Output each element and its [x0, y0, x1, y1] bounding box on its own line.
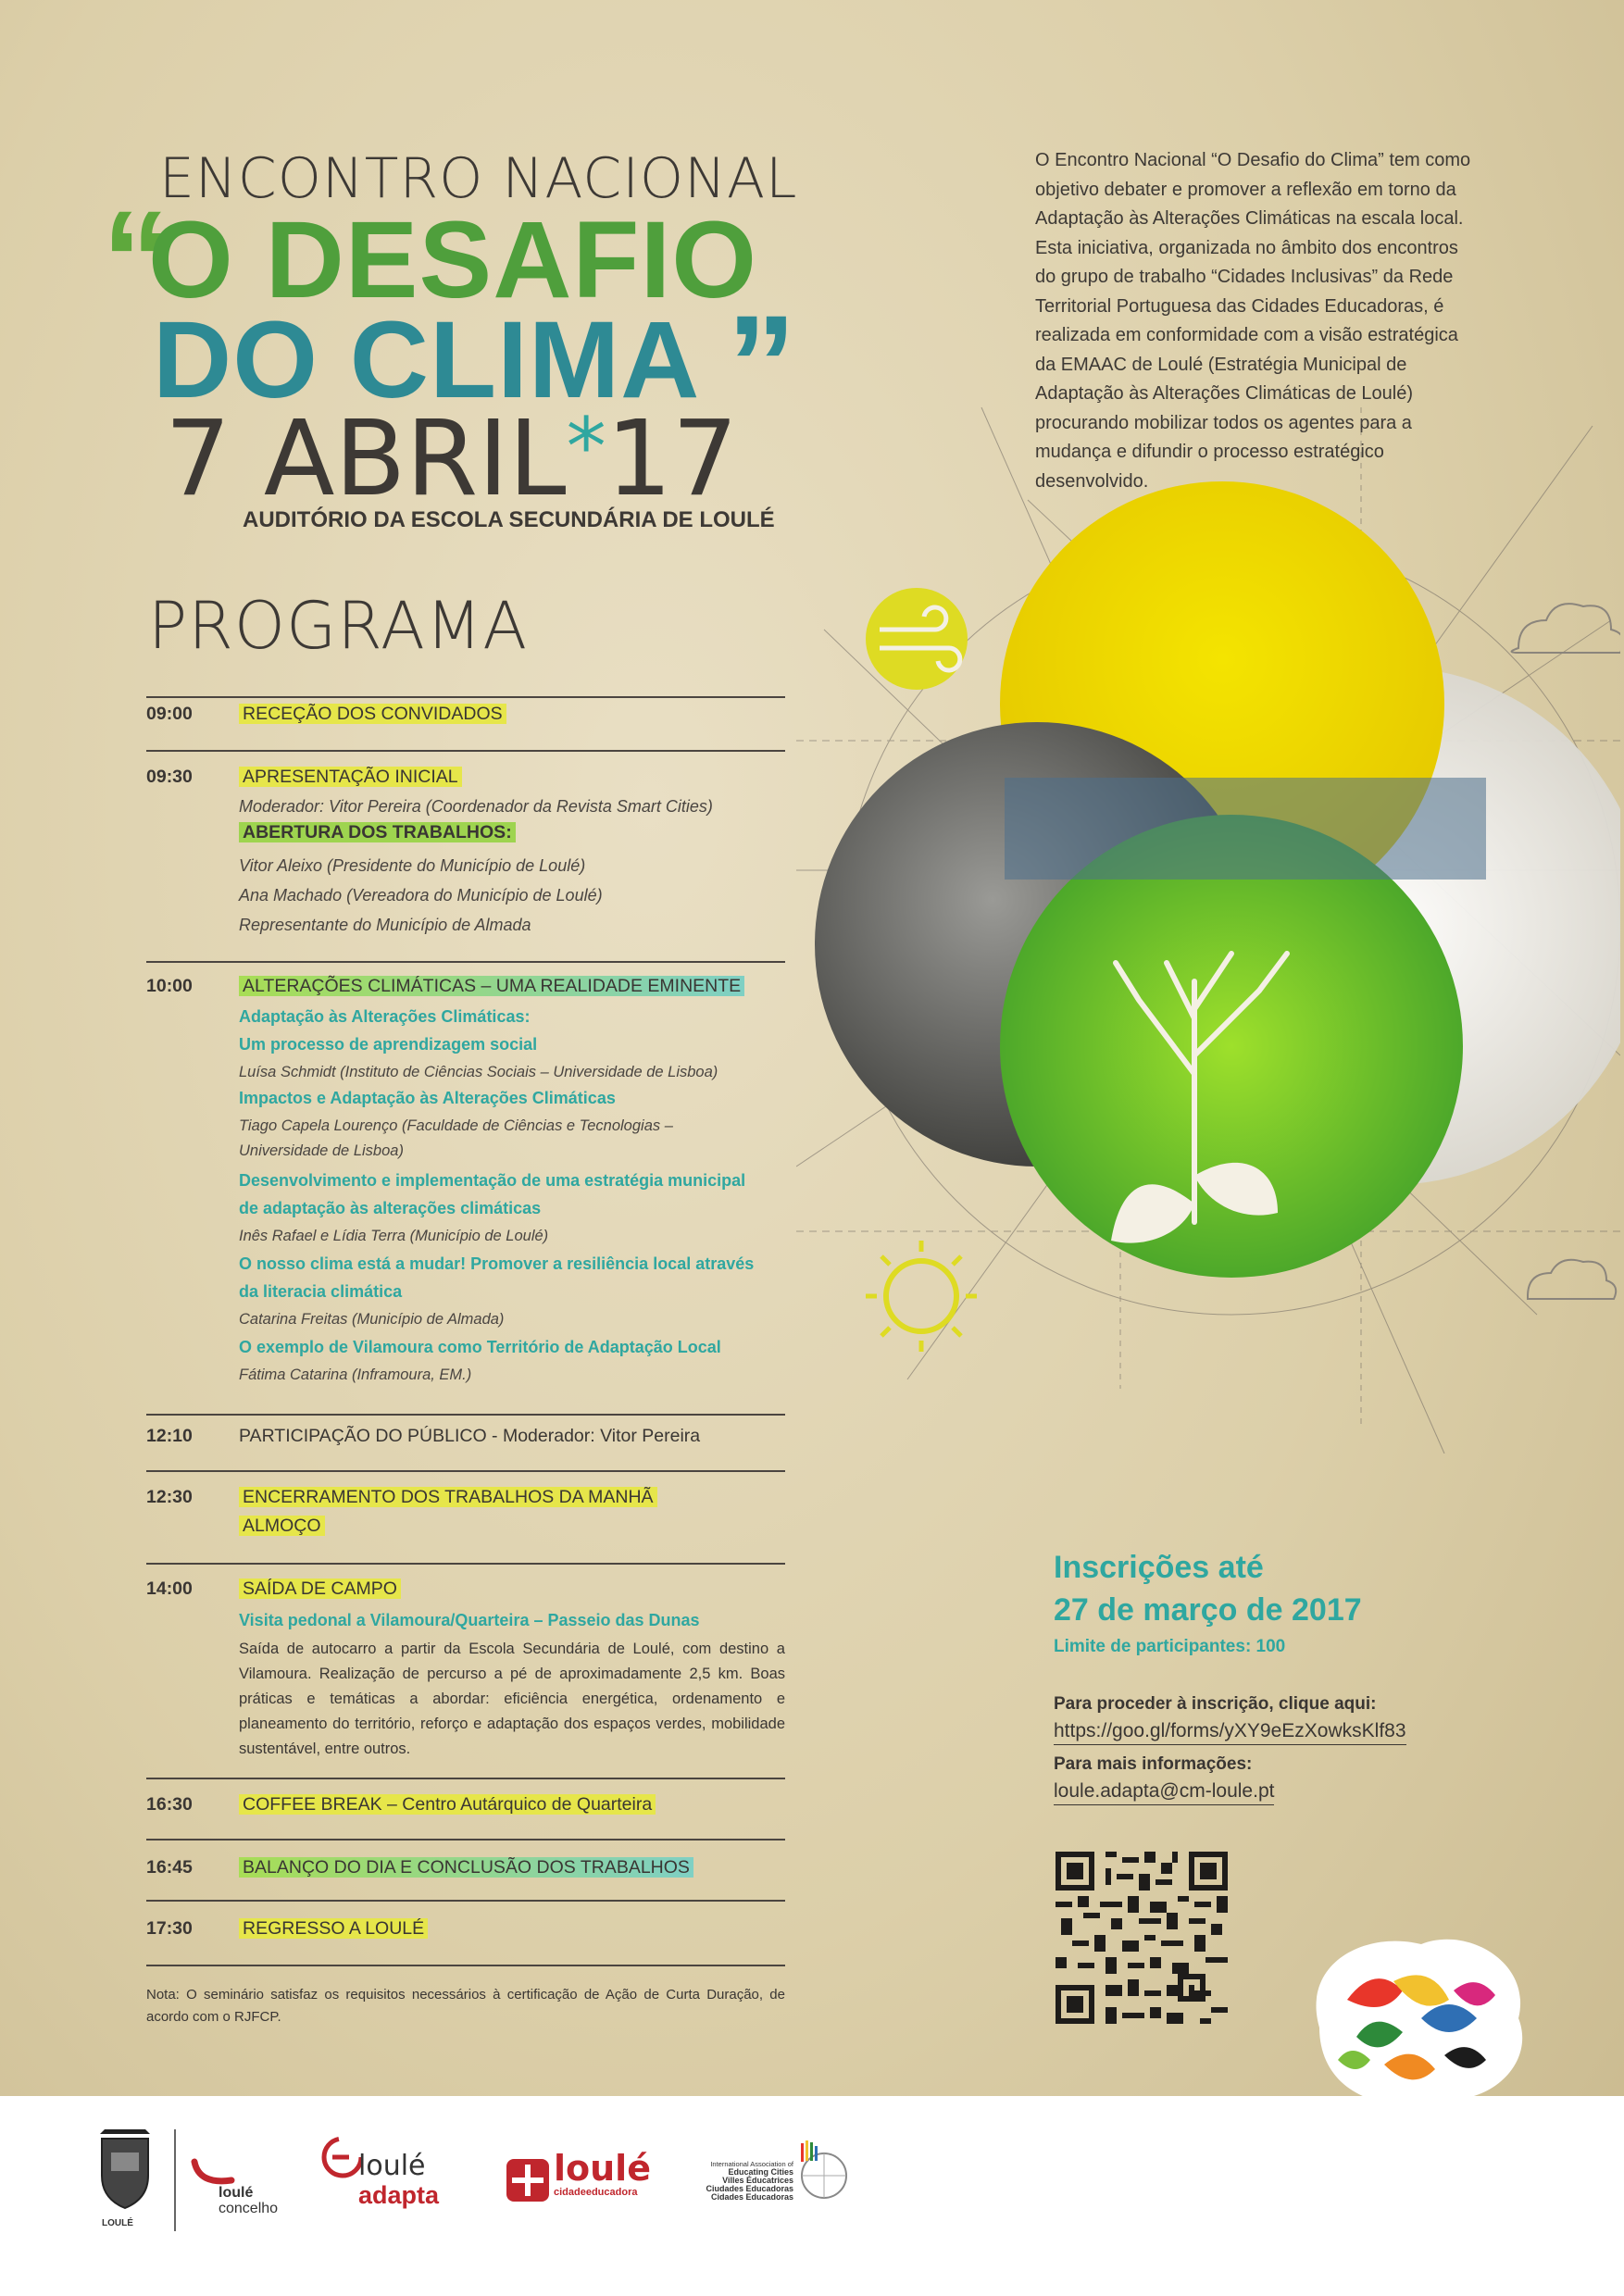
speaker: Vitor Aleixo (Presidente do Município de Loulé)	[239, 856, 586, 875]
event-title-line1: O DESAFIO	[148, 199, 758, 321]
crest-label: LOULÉ	[102, 2218, 133, 2228]
loule-concelho-icon	[190, 2152, 245, 2190]
event-date	[165, 399, 739, 519]
time-0930: 09:30	[146, 767, 193, 787]
divider	[146, 1965, 785, 1966]
session-title	[239, 704, 785, 725]
programa-heading: PROGRAMA	[148, 588, 529, 664]
divider	[146, 961, 785, 963]
speaker: Catarina Freitas (Município de Almada)	[239, 1311, 505, 1328]
speaker: Luísa Schmidt (Instituto de Ciências Sociais – Universidade de Lisboa)	[239, 1064, 718, 1080]
loule-educadora-icon	[505, 2157, 551, 2203]
session-1210-title: PARTICIPAÇÃO DO PÚBLICO - Moderador: Vitor Pereira	[239, 1426, 701, 1446]
divider	[146, 750, 785, 752]
event-title-line2: DO CLIMA	[153, 299, 701, 421]
globe-hand-icon	[792, 2139, 847, 2203]
certification-note: Nota: O seminário satisfaz os requisitos necessários à certificação de Ação de Curta Duração, de acordo com o RJFCP.	[146, 1987, 785, 2025]
event-subtitle: ENCONTRO NACIONAL	[159, 146, 798, 211]
participant-limit: Limite de participantes: 100	[1054, 1637, 1286, 1656]
session-title	[239, 1857, 785, 1878]
educadora-name: loulé	[554, 2148, 651, 2189]
registration-cta: Para proceder à inscrição, clique aqui:	[1054, 1694, 1377, 1714]
registration-link[interactable]: https://goo.gl/forms/yXY9eEzXowksKlf83	[1054, 1720, 1406, 1745]
intro-paragraph: O Encontro Nacional “O Desafio do Clima” tem como objetivo debater e promover a reflexão em torno da Adaptação às Alterações Climáticas na escala local. Esta iniciativa, organizada no âmbito dos encontros do grupo de trabalho “Cidades Inclusivas” da Rede Territorial Portuguesa das Cidades Educadoras, é realizada em conformidade com a visão estratégica da EMAAC de Loulé (Estratégia Municipal de Adaptação às Alterações Climáticas de Loulé) procurando mobilizar todos os agentes para a mudança e difundir o processo estratégico desenvolvido.	[1035, 150, 1471, 492]
session-1400-title: SAÍDA DE CAMPO	[239, 1578, 401, 1599]
divider	[146, 1470, 785, 1472]
info-label: Para mais informações:	[1054, 1754, 1253, 1774]
cidades-inclusivas-logo	[1282, 1926, 1542, 2120]
session-0930-subtitle: ABERTURA DOS TRABALHOS:	[239, 822, 516, 842]
session-1400-description: Saída de autocarro a partir da Escola Secundária de Loulé, com destino a Vilamoura. Realização de percurso a pé de aproximadamente 2,5 km. Boas práticas e temáticas a abordar: eficiência energética, ordenamento e planeamento do território, reforço e adaptação dos espaços verdes, mobilidade sustentável, entre outros.	[239, 1641, 785, 1757]
event-venue: AUDITÓRIO DA ESCOLA SECUNDÁRIA DE LOULÉ	[243, 507, 775, 532]
session-title	[239, 1794, 785, 1816]
session-title	[239, 1578, 785, 1600]
date-star: *	[566, 401, 606, 493]
session-0900-title: RECEÇÃO DOS CONVIDADOS	[239, 704, 506, 724]
divider	[146, 1563, 785, 1565]
talk-title: O exemplo de Vilamoura como Território de Adaptação Local	[239, 1338, 721, 1356]
session-0930-moderator: Moderador: Vitor Pereira (Coordenador da Revista Smart Cities)	[239, 797, 713, 816]
educadora-label: cidadeeducadora	[554, 2187, 638, 2198]
qr-code[interactable]	[1056, 1852, 1228, 2024]
aice-line5: Cidades Educadoras	[710, 2192, 793, 2202]
talk-title: Um processo de aprendizagem social	[239, 1035, 538, 1054]
date-year: 17	[606, 399, 739, 519]
aice-line4: Ciudades Educadoras	[706, 2184, 793, 2193]
divider	[146, 1839, 785, 1841]
session-1230-title: ENCERRAMENTO DOS TRABALHOS DA MANHÃ	[239, 1487, 657, 1507]
talk-title: O nosso clima está a mudar! Promover a resiliência local através	[239, 1254, 755, 1273]
session-title	[239, 1918, 785, 1940]
concelho-name: loulé	[219, 2185, 254, 2201]
adapta-label: adapta	[358, 2181, 440, 2209]
divider	[146, 1414, 785, 1416]
session-title	[239, 1487, 785, 1508]
time-1400: 14:00	[146, 1578, 193, 1599]
speaker: Ana Machado (Vereadora do Município de Loulé)	[239, 886, 603, 905]
loule-educadora-logo	[554, 2150, 651, 2198]
aice-line2: Educating Cities	[728, 2167, 793, 2177]
session-1230-title2: ALMOÇO	[239, 1516, 325, 1536]
time-1645: 16:45	[146, 1857, 193, 1878]
talk-title: Desenvolvimento e implementação de uma estratégia municipal	[239, 1171, 746, 1190]
time-1730: 17:30	[146, 1918, 193, 1939]
session-0930-title: APRESENTAÇÃO INICIAL	[239, 767, 462, 787]
session-title	[239, 767, 785, 788]
loule-concelho-logo	[219, 2185, 278, 2216]
title-close-quote: ”	[727, 286, 796, 442]
session-1400-subtitle: Visita pedonal a Vilamoura/Quarteira – Passeio das Dunas	[239, 1611, 700, 1629]
time-1210: 12:10	[146, 1426, 193, 1446]
speaker: Tiago Capela Lourenço (Faculdade de Ciências e Tecnologias –	[239, 1117, 673, 1134]
loule-adapta-logo	[358, 2152, 439, 2210]
speaker: Fátima Catarina (Inframoura, EM.)	[239, 1366, 472, 1383]
divider	[146, 1900, 785, 1902]
session-1000-title: ALTERAÇÕES CLIMÁTICAS – UMA REALIDADE EMINENTE	[239, 976, 744, 996]
title-open-quote: “	[102, 181, 171, 337]
speaker: Inês Rafael e Lídia Terra (Município de Loulé)	[239, 1228, 549, 1244]
adapta-name: loulé	[358, 2150, 426, 2182]
footer-divider	[174, 2129, 176, 2231]
registration-heading1: Inscrições até	[1054, 1550, 1264, 1585]
concelho-label: concelho	[219, 2201, 279, 2216]
talk-title: de adaptação às alterações climáticas	[239, 1199, 542, 1217]
time-0900: 09:00	[146, 704, 193, 724]
contact-email[interactable]: loule.adapta@cm-loule.pt	[1054, 1780, 1274, 1805]
registration-deadline: 27 de março de 2017	[1054, 1592, 1362, 1628]
time-1630: 16:30	[146, 1794, 193, 1815]
speaker: Universidade de Lisboa)	[239, 1142, 404, 1159]
talk-title: da literacia climática	[239, 1282, 403, 1301]
session-subtitle	[239, 822, 785, 843]
divider	[146, 1778, 785, 1779]
session-title	[239, 1516, 785, 1537]
loule-crest-logo	[93, 2129, 157, 2217]
session-1645-title: BALANÇO DO DIA E CONCLUSÃO DOS TRABALHOS	[239, 1857, 693, 1878]
session-1630-title: COFFEE BREAK – Centro Autárquico de Quarteira	[239, 1794, 656, 1815]
divider	[146, 696, 785, 698]
session-1730-title: REGRESSO A LOULÉ	[239, 1918, 428, 1939]
talk-title: Impactos e Adaptação às Alterações Climáticas	[239, 1089, 616, 1107]
date-day-month: 7 ABRIL	[165, 399, 567, 519]
educating-cities-logo	[706, 2160, 793, 2202]
session-title	[239, 976, 785, 997]
talk-title: Adaptação às Alterações Climáticas:	[239, 1007, 531, 1026]
time-1000: 10:00	[146, 976, 193, 996]
time-1230: 12:30	[146, 1487, 193, 1507]
aice-line1: International Association of	[710, 2160, 793, 2168]
climate-illustration	[796, 407, 1620, 1454]
aice-line3: Villes Éducatrices	[722, 2176, 793, 2185]
speaker: Representante do Município de Almada	[239, 916, 531, 934]
